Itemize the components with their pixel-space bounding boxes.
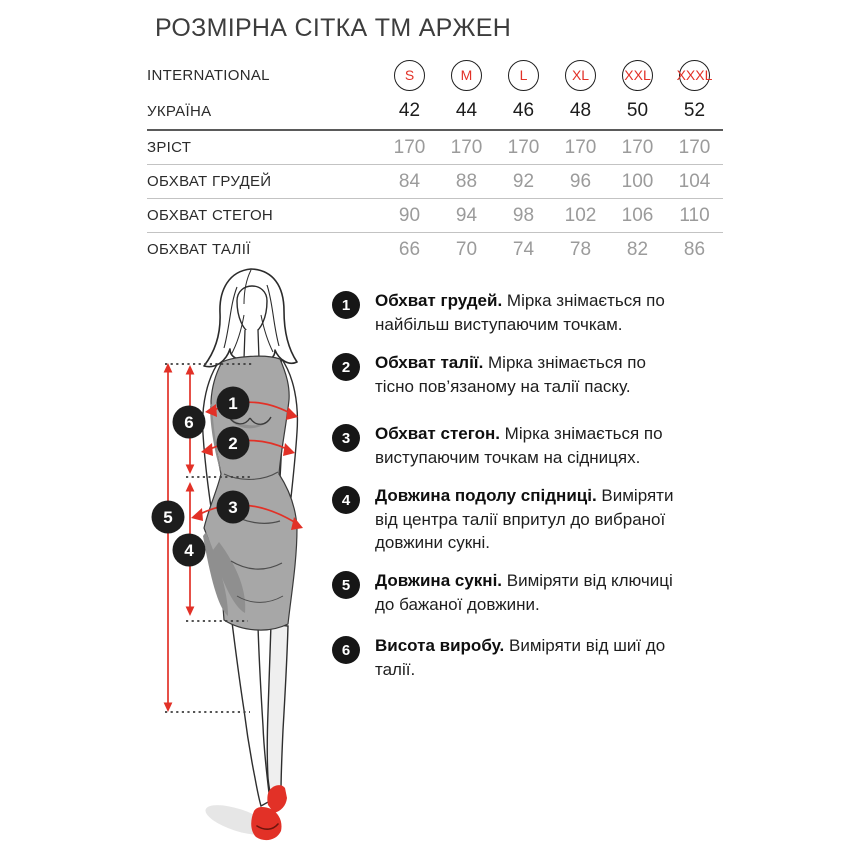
- figure-marker-1: 1: [228, 394, 238, 413]
- size-circle-badge: XXXL: [679, 60, 710, 91]
- size-table: [147, 57, 723, 266]
- row-label: INTERNATIONAL: [147, 66, 270, 84]
- page-title: РОЗМІРНА СІТКА ТМ АРЖЕН: [155, 14, 512, 42]
- cell-value: 90: [398, 204, 421, 226]
- cell-value: 88: [455, 170, 478, 192]
- legend-text: Висота виробу. Виміряти від шиї до талії.: [375, 636, 666, 679]
- size-table-row: [147, 198, 723, 232]
- cell-value: [438, 60, 495, 91]
- figure-marker-5: 5: [163, 508, 173, 527]
- cell-value: 70: [455, 238, 478, 260]
- cell-value: 110: [679, 204, 710, 226]
- cell-value: 100: [621, 170, 654, 192]
- legend-number-badge: 6: [332, 636, 360, 664]
- row-label: УКРАЇНА: [147, 102, 212, 120]
- size-table-header: [147, 57, 723, 129]
- legend-item: [332, 422, 684, 469]
- size-circle-badge: M: [451, 60, 482, 91]
- size-table-row: [147, 131, 723, 164]
- legend-number-badge: 3: [332, 424, 360, 452]
- cell-value: 92: [512, 170, 535, 192]
- cell-value: 78: [569, 238, 592, 260]
- cell-value: 42: [398, 100, 421, 121]
- cell-value: 82: [626, 238, 649, 260]
- cell-value: 104: [678, 170, 711, 192]
- legend-item: [332, 634, 684, 681]
- size-circle-badge: S: [394, 60, 425, 91]
- cell-value: 170: [450, 136, 483, 158]
- legend-text: Обхват грудей. Мірка знімається по найбільш виступаючим точкам.: [375, 291, 665, 334]
- legend-item: [332, 484, 684, 555]
- cell-value: 94: [455, 204, 478, 226]
- cell-value: 170: [393, 136, 426, 158]
- cell-value: [495, 60, 552, 91]
- size-circle-badge: XXL: [622, 60, 653, 91]
- cell-value: 170: [564, 136, 597, 158]
- legend-term: Обхват стегон.: [375, 424, 500, 443]
- figure-marker-3: 3: [228, 498, 238, 517]
- cell-value: 74: [512, 238, 535, 260]
- row-label: ОБХВАТ СТЕГОН: [147, 207, 274, 224]
- figure-front-leg: [232, 622, 270, 806]
- legend-text: Довжина подолу спідниці. Виміряти від центра талії впритул до вибраної довжини сукні.: [375, 486, 674, 552]
- legend-number-badge: 2: [332, 353, 360, 381]
- cell-value: 98: [512, 204, 535, 226]
- cell-value: 170: [621, 136, 654, 158]
- legend-number-badge: 1: [332, 291, 360, 319]
- figure-marker-4: 4: [184, 541, 194, 560]
- cell-value: [381, 60, 438, 91]
- size-circle-badge: L: [508, 60, 539, 91]
- cell-value: [552, 60, 609, 91]
- legend-item: [332, 351, 684, 398]
- measurement-figure-illustration: [140, 260, 360, 850]
- legend-item: [332, 569, 684, 616]
- cell-value: 170: [678, 136, 711, 158]
- cell-value: 84: [398, 170, 421, 192]
- legend-text: Обхват стегон. Мірка знімається по виступаючим точкам на сідницях.: [375, 424, 663, 467]
- legend-number-badge: 4: [332, 486, 360, 514]
- figure-marker-2: 2: [228, 434, 238, 453]
- legend-term: Висота виробу.: [375, 636, 505, 655]
- cell-value: 96: [569, 170, 592, 192]
- row-label: ОБХВАТ ТАЛІЇ: [147, 241, 251, 258]
- cell-value: 52: [683, 100, 706, 121]
- figure-back-leg: [267, 624, 288, 798]
- cell-value: 50: [626, 100, 649, 121]
- size-table-body: [147, 129, 723, 266]
- cell-value: [609, 60, 666, 91]
- cell-value: 170: [507, 136, 540, 158]
- cell-value: 46: [512, 100, 535, 121]
- size-table-row: [147, 164, 723, 198]
- legend-text: Обхват талії. Мірка знімається по тісно пов’язаному на талії паску.: [375, 353, 646, 396]
- front-shoe: [251, 807, 281, 840]
- cell-value: 106: [621, 204, 654, 226]
- size-table-row: [147, 93, 723, 129]
- cell-value: 66: [398, 238, 421, 260]
- size-circle-badge: XL: [565, 60, 596, 91]
- legend-text: Довжина сукні. Виміряти від ключиці до бажаної довжини.: [375, 571, 673, 614]
- legend-number-badge: 5: [332, 571, 360, 599]
- cell-value: 48: [569, 100, 592, 121]
- legend-term: Обхват талії.: [375, 353, 484, 372]
- legend-term: Довжина подолу спідниці.: [375, 486, 597, 505]
- size-table-row: [147, 57, 723, 93]
- cell-value: 44: [455, 100, 478, 121]
- legend-item: [332, 289, 684, 336]
- row-label: ОБХВАТ ГРУДЕЙ: [147, 173, 272, 190]
- cell-value: 102: [564, 204, 597, 226]
- row-label: ЗРІСТ: [147, 139, 192, 156]
- legend-term: Обхват грудей.: [375, 291, 503, 310]
- legend-term: Довжина сукні.: [375, 571, 503, 590]
- figure-marker-6: 6: [184, 413, 194, 432]
- cell-value: 86: [683, 238, 706, 260]
- cell-value: [666, 60, 723, 91]
